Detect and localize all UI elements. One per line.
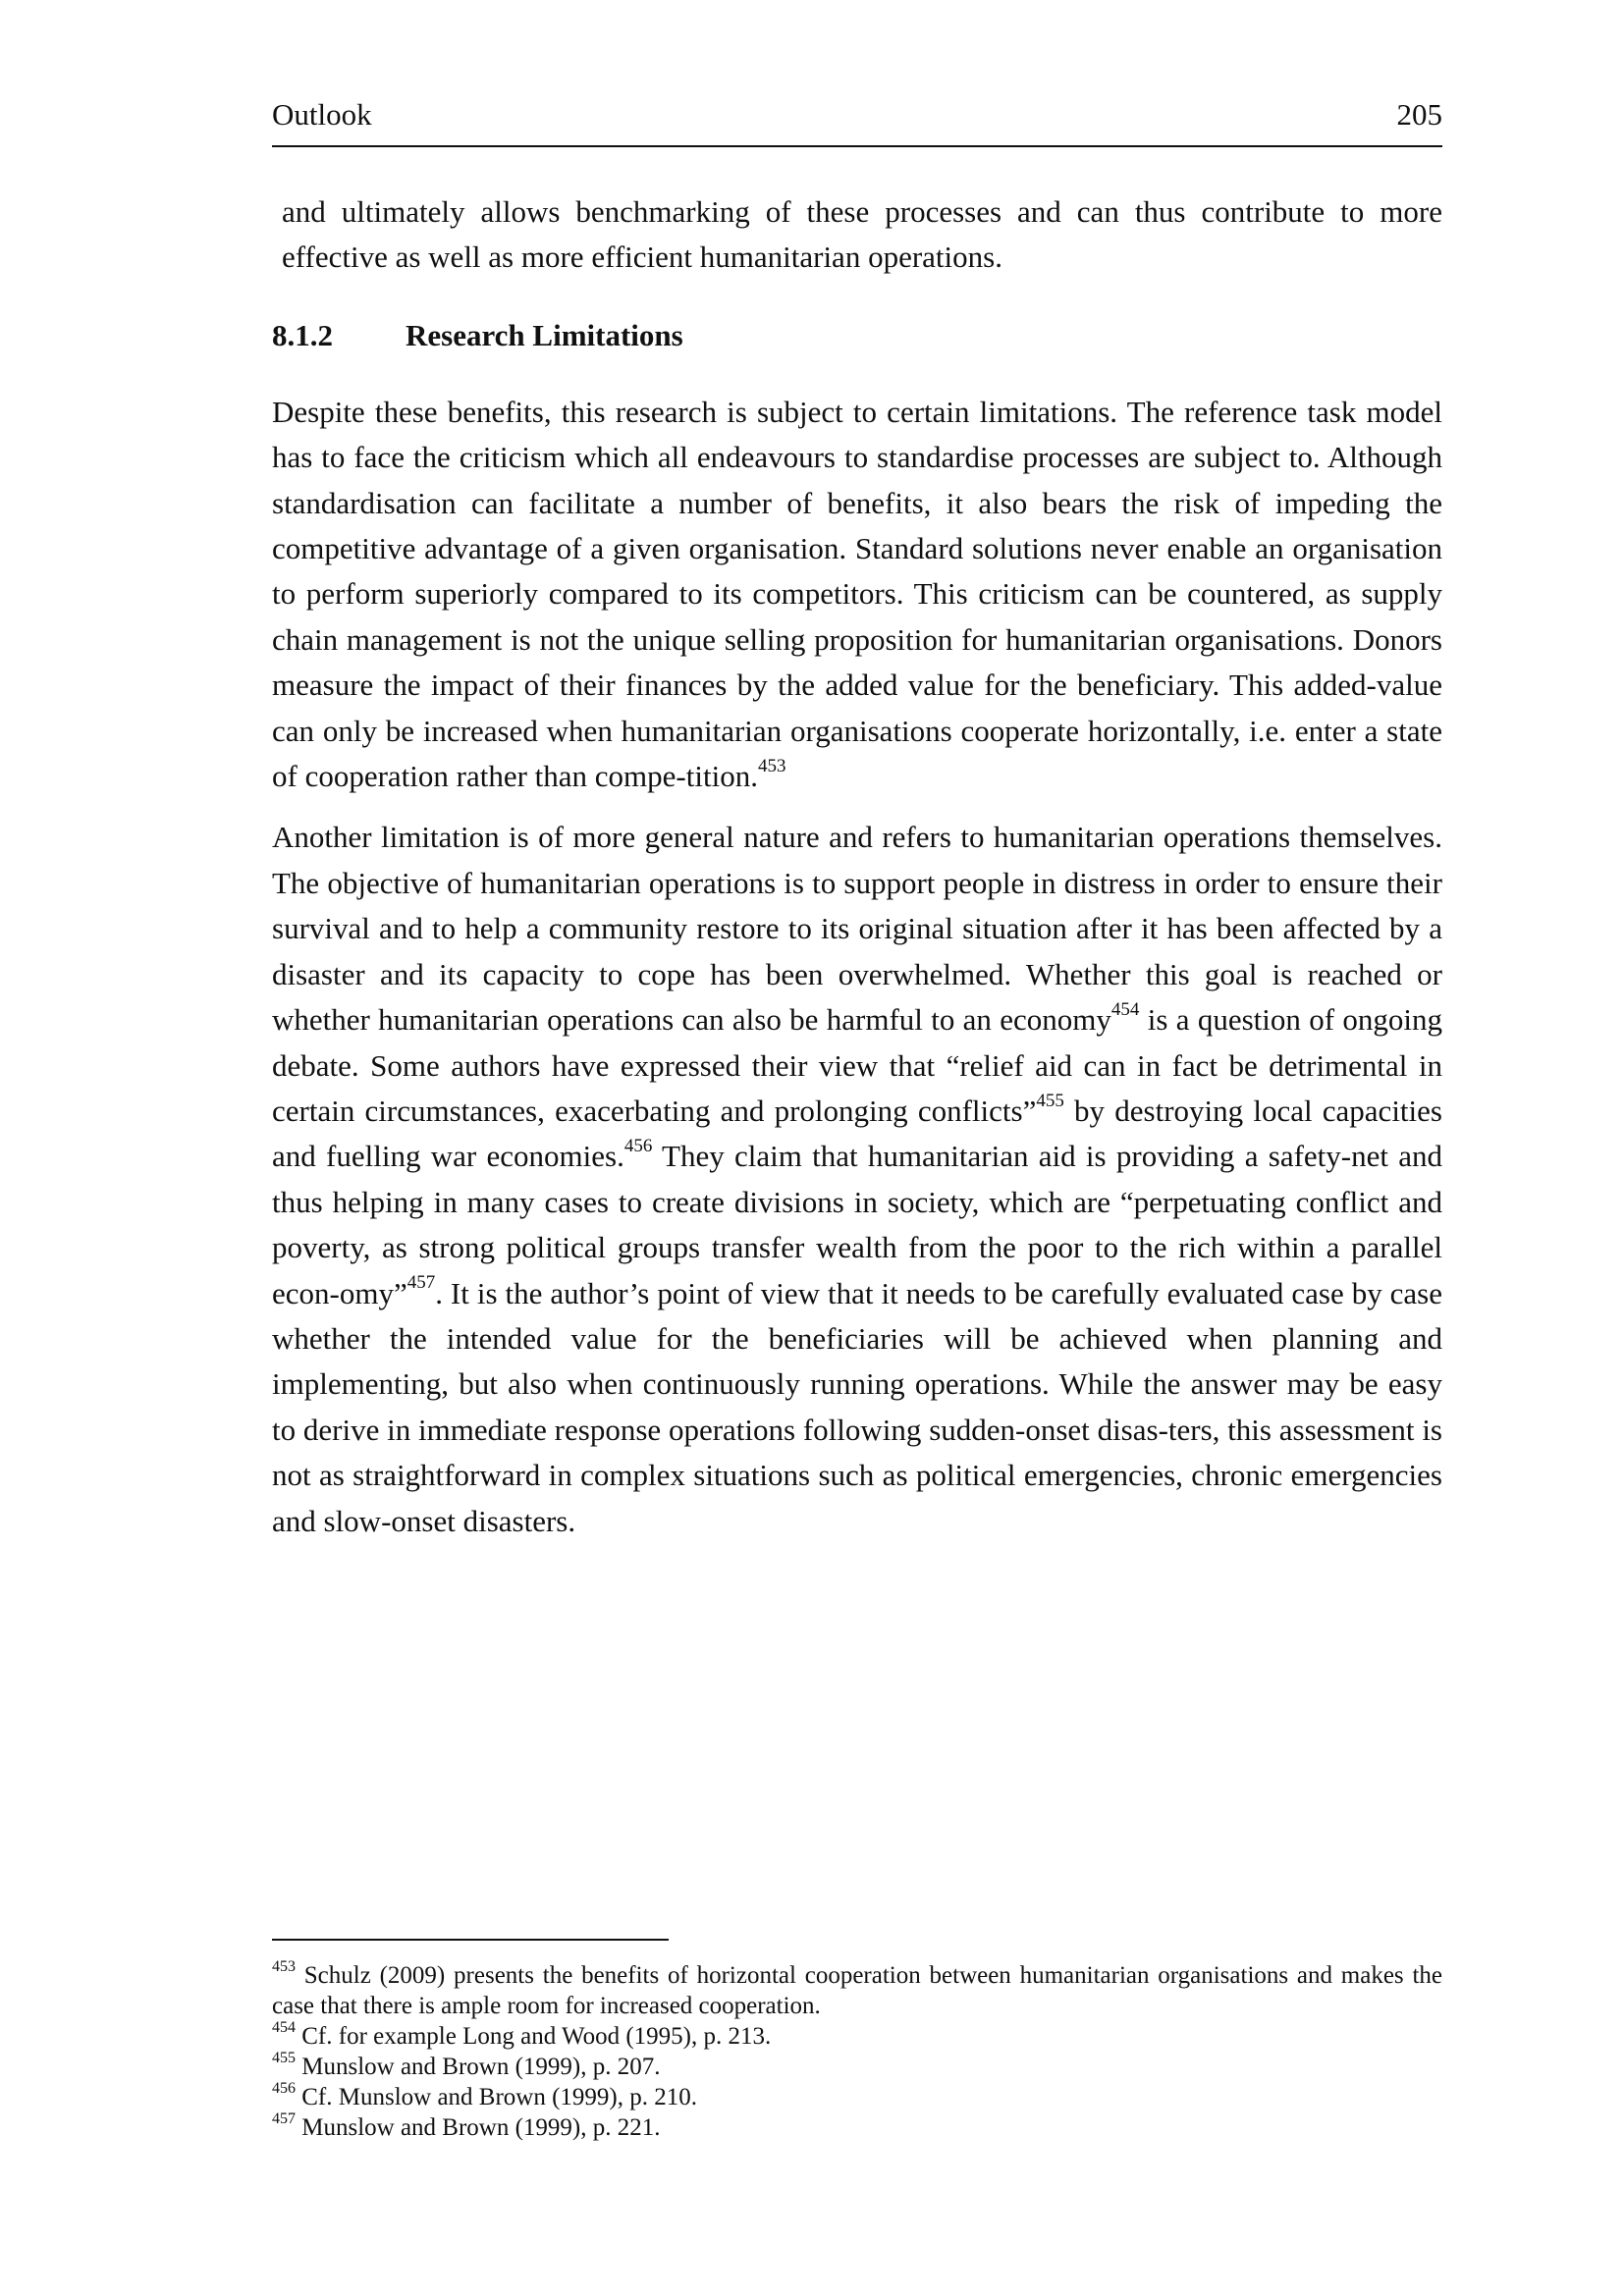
paragraph-text: is a question of ongoing debate. Some authors have expressed their view that “relief aid can in fact be detrimental in certain circumstances, exacerbating and prolonging conflicts” (272, 1002, 1443, 1128)
footnote-455 (272, 2049, 1442, 2082)
footnote-ref-455[interactable]: 455 (1036, 1090, 1064, 1111)
intro-paragraph: and ultimately allows benchmarking of these processes and can thus contribute to more effective as well as more efficient humanitarian operations. (282, 194, 1442, 275)
footnote-text: Munslow and Brown (1999), p. 221. (296, 2114, 661, 2141)
footnote-ref-454[interactable]: 454 (1110, 998, 1140, 1020)
footnote-457 (272, 2109, 1442, 2143)
footnote-number: 455 (272, 2049, 296, 2066)
paragraph-text: Another limitation is of more general nature and refers to humanitarian operations themselves. The objective of humanitarian operations is to support people in distress in order to ensure their survival and to help a community restore to its original situation after it has been affected by a disaster and its capacity to cope has been overwhelmed. Whether this goal is reached or whether humanitarian operations can also be harmful to an economy (272, 820, 1442, 1038)
footnote-456 (272, 2079, 1442, 2112)
section-title: Research Limitations (406, 317, 683, 352)
footnote-number: 456 (272, 2079, 296, 2097)
header-chapter-title: Outlook (272, 97, 372, 132)
section-number: 8.1.2 (272, 317, 333, 352)
footnotes (272, 1957, 1442, 2143)
footnote-ref-453[interactable]: 453 (757, 755, 786, 776)
footnote-separator (272, 1939, 669, 1941)
footnote-text: Cf. Munslow and Brown (1999), p. 210. (296, 2084, 698, 2110)
main-text (272, 189, 1442, 1544)
paragraph-text: . It is the author’s point of view that it needs to be carefully evaluated case by case whether the intended value for the beneficiaries will be achieved when planning and implementing, but also when continuously running operations. While the answer may be easy to derive in immediate response operations following sudden-onset disas-ters, this assessment is not as straightforward in complex situations such as political emergencies, chronic emergencies and slow-onset disasters. (272, 1275, 1442, 1538)
paragraph-limitations-1 (272, 390, 1442, 800)
footnote-454 (272, 2018, 1442, 2052)
paragraph-text: by destroying local capacities and fuelling war economies. (272, 1093, 1442, 1174)
footnote-number: 453 (272, 1957, 296, 1975)
section-heading (272, 313, 1442, 358)
paragraph-text: They claim that humanitarian aid is providing a safety-net and thus helping in many cases to create divisions in society, which are “perpetuating conflict and poverty, as strong political groups transfer wealth from the poor to the rich within a parallel econ-omy” (272, 1139, 1443, 1310)
footnote-text: Munslow and Brown (1999), p. 207. (296, 2054, 661, 2080)
paragraph-text: Despite these benefits, this research is subject to certain limitations. The reference task model has to face the criticism which all endeavours to standardise processes are subject to. Although standardisation can facilitate a number of benefits, it also bears the risk of impeding the competitive advantage of a given organisation. Standard solutions never enable an organisation to perform superiorly compared to its competitors. This criticism can be countered, as supply chain management is not the unique selling proposition for humanitarian organisations. Donors measure the impact of their finances by the added value for the beneficiary. This added-value can only be increased when humanitarian organisations cooperate horizontally, i.e. enter a state of cooperation rather than compe-tition. (272, 394, 1442, 794)
footnote-ref-457[interactable]: 457 (406, 1272, 436, 1294)
footnote-text: Cf. for example Long and Wood (1995), p. 213. (296, 2023, 772, 2050)
footnote-453 (272, 1957, 1442, 2021)
footnote-number: 454 (272, 2018, 296, 2036)
footnote-ref-456[interactable]: 456 (623, 1135, 653, 1156)
running-header (272, 94, 1442, 147)
paragraph-limitations-2 (272, 815, 1442, 1544)
footnote-number: 457 (272, 2109, 296, 2127)
page-number: 205 (1396, 97, 1442, 132)
footnote-text: Schulz (2009) presents the benefits of horizontal cooperation between humanitarian organisations and makes the case that there is ample room for increased cooperation. (272, 1962, 1442, 2019)
